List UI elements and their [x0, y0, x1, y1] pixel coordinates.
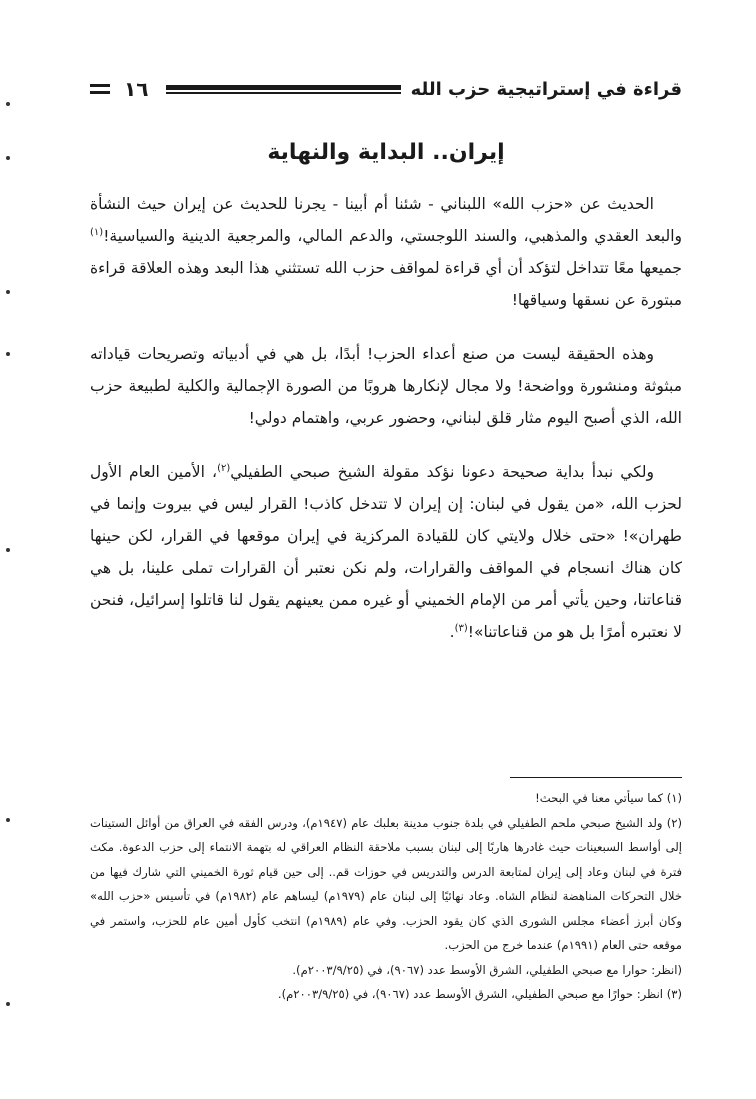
footnote: (١) كما سيأتي معنا في البحث!	[535, 791, 682, 805]
footnote: (٢) ولد الشيخ صبحي ملحم الطفيلي في بلدة جنوب مدينة بعلبك عام (١٩٤٧م)، ودرس الفقه في العراق من أوائل الستينات إلى أواسط السبعينات حيث غادرها هاربًا إلى لبنان بسبب ملاحقة النظام العراقي له بتهمة الانتماء إلى حزب الدعوة. مكث فترة في لبنان وعاد إلى إيران لمتابعة الدرس والتدريس في حوزات قم.. إلى حين قيام ثورة الخميني التي شارك فيها من خلال التحركات المناهضة لنظام الشاه. وعاد نهائيًا إلى لبنان عام (١٩٧٩م) ليساهم عام (١٩٨٢م) في تأسيس «حزب الله» وكان أبرز أعضاء مجلس الشورى الذي كان يقود الحزب. وفي عام (١٩٨٩م) انتخب كأول أمين عام للحزب، واستمر في موقعه حتى العام (١٩٩١م) عندما خرج من الحزب.	[90, 815, 682, 952]
header-ornament	[90, 84, 110, 94]
running-header	[90, 72, 682, 106]
running-title: قراءة في إستراتيجية حزب الله	[410, 78, 682, 100]
scan-edge-mark	[6, 156, 10, 160]
scan-edge-mark	[6, 352, 10, 356]
body-text	[90, 188, 682, 670]
footnote-ref: (٢)	[217, 462, 231, 474]
scan-edge-mark	[6, 818, 10, 822]
footnote-ref: (٣)	[454, 622, 468, 634]
scan-edge-mark	[6, 1002, 10, 1006]
scan-edge-mark	[6, 548, 10, 552]
page-number: ١٦	[124, 77, 149, 101]
body-paragraph: ولكي نبدأ بداية صحيحة دعونا نؤكد مقولة الشيخ صبحي الطفيلي$^{(٢)}$، الأمين العام الأول لحزب الله، «من يقول في لبنان: إن إيران لا تتدخل كاذب! القرار ليس في بيروت وإنما في طهران»! «حتى خلال ولايتي كان للقيادة المركزية في إيران موقعها في القرار، لكن حينها كان هناك انسجام في المواقف والقرارات، ولم نكن نعتبر أن القرارات تملى علينا، بل هي قناعاتنا، وحين يأتي أمر من الإمام الخميني أو غيره ممن يعينهم يقول لنا قاتلوا إسرائيل، فنحن لا نعتبره أمرًا بل هو من قناعاتنا»!$^{(٣)}$.	[90, 462, 682, 641]
footnote-separator	[510, 777, 682, 778]
footnote: (انظر: حوارا مع صبحي الطفيلي، الشرق الأوسط عدد (٩٠٦٧)، في (٢٠٠٣/٩/٢٥م).	[292, 962, 682, 977]
body-paragraph: وهذه الحقيقة ليست من صنع أعداء الحزب! أبدًا، بل هي في أدبياته وتصريحات قياداته مبثوثة ومنشورة وواضحة! ولا مجال لإنكارها هروبًا من الصورة الإجمالية والكلية لطبيعة حزب الله، الذي أصبح اليوم مثار قلق لبناني، وحضور عربي، واهتمام دولي!	[90, 345, 682, 427]
chapter-title: إيران.. البداية والنهاية	[267, 140, 505, 165]
scan-edge-mark	[6, 290, 10, 294]
footnote: (٣) انظر: حوارًا مع صبحي الطفيلي، الشرق الأوسط عدد (٩٠٦٧)، في (٢٠٠٣/٩/٢٥م).	[277, 987, 682, 1001]
header-rule	[166, 85, 400, 94]
footnote-ref: (١)	[90, 226, 104, 238]
scan-edge-mark	[6, 102, 10, 106]
body-paragraph: الحديث عن «حزب الله» اللبناني - شئنا أم أبينا - يجرنا للحديث عن إيران حيث النشأة والبعد العقدي والمذهبي، والسند اللوجستي، والدعم المالي، والمرجعية الدينية والسياسية!$^{(١)}$ جميعها معًا تتداخل لتؤكد أن أي قراءة لمواقف حزب الله تستثني هذا البعد وهذه العلاقة قراءة مبتورة عن نسقها وسياقها!	[90, 195, 682, 309]
footnotes	[90, 786, 682, 1007]
